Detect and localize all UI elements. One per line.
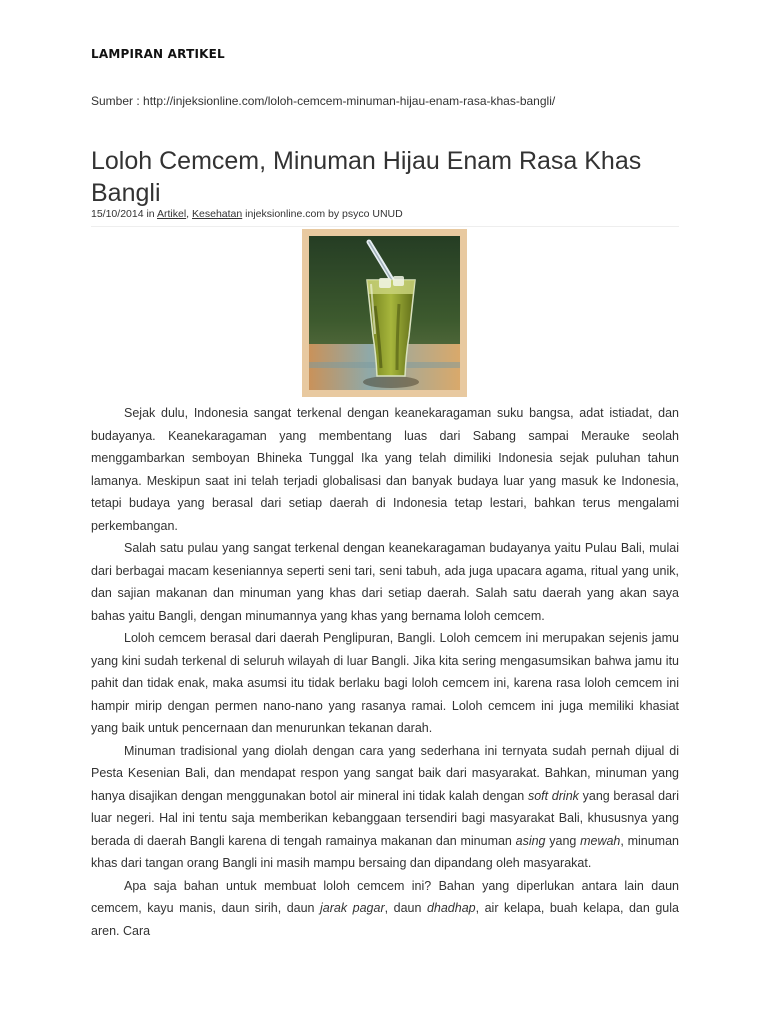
term-jarak-pagar: jarak pagar: [320, 901, 385, 915]
article-title: Loloh Cemcem, Minuman Hijau Enam Rasa Khas Bangli: [91, 147, 642, 207]
paragraph-4-text-b: yang berasal dari luar negeri. Hal ini tentu saja memberikan kebanggaan tersendiri bagi masyarakat Bali, khususnya yang berada di daerah Bangli karena di tengah ramainya makanan dan minuman: [91, 788, 679, 848]
meta-author: injeksionline.com by psyco UNUD: [242, 208, 403, 220]
article-body: [91, 402, 679, 942]
attachment-heading: LAMPIRAN ARTIKEL: [91, 47, 225, 61]
article-meta: [91, 208, 403, 220]
meta-separator: ,: [186, 208, 193, 220]
paragraph-5-text-c: , air kelapa, buah kelapa, dan gula aren. Cara: [91, 901, 679, 938]
paragraph-5: [91, 875, 679, 943]
paragraph-4-text-c: yang: [545, 833, 581, 848]
drink-photo: [302, 229, 467, 397]
term-asing: asing: [515, 833, 546, 848]
term-dhadhap: dhadhap: [426, 901, 476, 915]
loloh-cemcem-glass-image: [309, 236, 460, 390]
category-link-artikel[interactable]: Artikel: [156, 208, 187, 220]
paragraph-4-text-a: Minuman tradisional yang diolah dengan cara yang sederhana ini ternyata sudah pernah dijual di Pesta Kesenian Bali, dan mendapat respon yang sangat baik dari masyarakat. Bahkan, minuman yang hanya disajikan dengan menggunakan botol air mineral ini tidak kalah dengan: [91, 743, 679, 803]
paragraph-5-text-b: , daun: [384, 901, 427, 915]
term-soft-drink: soft drink: [527, 788, 579, 803]
paragraph-4-text-d: , minuman khas dari tangan orang Bangli ini masih mampu bersaing dan dipandang oleh masyarakat.: [91, 833, 680, 870]
paragraph-4: [91, 740, 679, 875]
source-line: Sumber : http://injeksionline.com/loloh-cemcem-minuman-hijau-enam-rasa-khas-bangli/: [91, 94, 556, 108]
paragraph-5-text-a: Apa saja bahan untuk membuat loloh cemcem ini? Bahan yang diperlukan antara lain daun cemcem, kayu manis, daun sirih, daun: [91, 878, 679, 915]
term-mewah: mewah: [580, 833, 621, 848]
divider: [91, 226, 679, 227]
paragraph-2: Salah satu pulau yang sangat terkenal dengan keanekaragaman budayanya yaitu Pulau Bali, mulai dari berbagai macam keseniannya seperti seni tari, seni tabuh, ada juga upacara agama, ritual yang unik, dan sajian makanan dan minuman yang khas dari setiap daerah. Salah satu daerah yang akan saya bahas yaitu Bangli, dengan minumannya yang khas yang bernama loloh cemcem.: [91, 541, 679, 623]
paragraph-1: Sejak dulu, Indonesia sangat terkenal dengan keanekaragaman suku bangsa, adat istiadat, dan budayanya. Keanekaragaman yang membentang luas dari Sabang sampai Merauke seolah menggambarkan semboyan Bhineka Tunggal Ika yang telah dimiliki Indonesia sejak puluhan tahun lamanya. Meskipun saat ini telah terjadi globalisasi dan banyak budaya luar yang masuk ke Indonesia, tetapi budaya yang berasal dari setiap daerah di Indonesia tetap lestari, bahkan terus mengalami perkembangan.: [91, 406, 679, 533]
paragraph-3: Loloh cemcem berasal dari daerah Penglipuran, Bangli. Loloh cemcem ini merupakan sejenis jamu yang kini sudah terkenal di seluruh wilayah di luar Bangli. Jika kita sering mengasumsikan bahwa jamu itu pahit dan tidak enak, maka asumsi itu tidak berlaku bagi loloh cemcem ini, karena rasa loloh cemcem ini hampir mirip dengan permen nano-nano yang rasanya ramai. Loloh cemcem ini juga memiliki khasiat yang baik untuk pencernaan dan menurunkan tekanan darah.: [91, 631, 679, 735]
meta-date: 15/10/2014 in: [91, 208, 157, 220]
category-link-kesehatan[interactable]: Kesehatan: [192, 208, 243, 220]
